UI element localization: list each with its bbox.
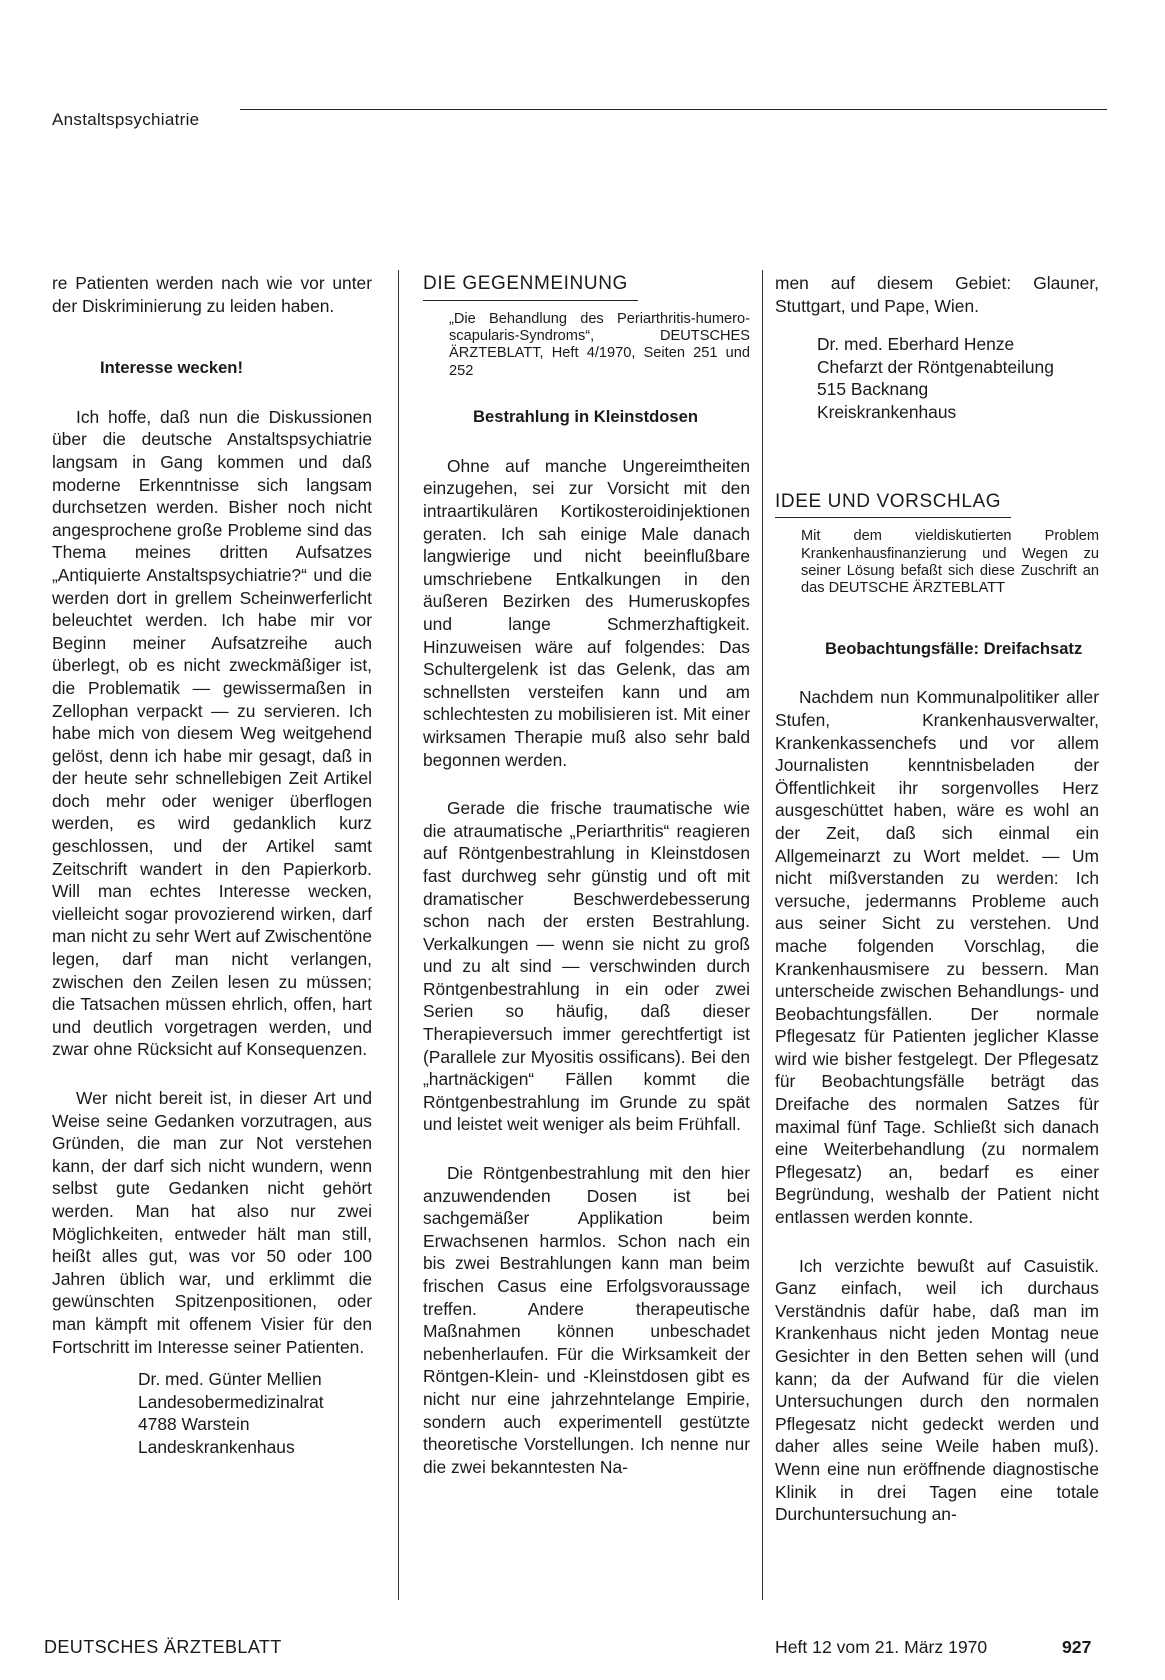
subheading-interesse-wecken: Interesse wecken!	[100, 358, 243, 378]
author-signature	[138, 1368, 372, 1458]
footer-issue: Heft 12 vom 21. März 1970	[775, 1637, 988, 1657]
subheading-beobachtungsfaelle: Beobachtungsfälle: Dreifachsatz	[825, 638, 1083, 658]
section-reference: „Die Behandlung des Periarthritis-humero-scapularis-Syndroms“, DEUTSCHES ÄRZTEBLATT, Heft 4/1970, Seiten 251 und 252	[449, 310, 750, 379]
column-2	[423, 272, 750, 1478]
footer-journal: DEUTSCHES ÄRZTEBLATT	[44, 1637, 282, 1657]
paragraph: Nachdem nun Kommunalpolitiker aller Stufen, Krankenhausverwalter, Krankenkassenchefs und vor allem Journalisten kenntnisbeladen der Öffentlichkeit ihr sorgenvolles Herz ausgeschüttet haben, wäre es wohl an der Zeit, daß sich einmal ein Allgemeinarzt zu Wort meldet. — Um nicht mißverstanden zu werden: Ich versuche, jedermanns Probleme auch aus seiner Sicht zu verstehen. Und mache folgenden Vorschlag, die Krankenhausmisere zu bessern. Man unterscheide zwischen Behandlungs- und Beobachtungsfällen. Der normale Pflegesatz für Patienten jeglicher Klasse wird wie bisher festgelegt. Der Pflegesatz für Beobachtungsfälle beträgt das Dreifache des normalen Satzes für maximal fünf Tage. Schließt sich danach eine Weiterbehandlung (zu normalem Pflegesatz) an, bedarf es einer Begründung, weshalb der Patient nicht entlassen werden konnte.	[775, 687, 1099, 1228]
page-number: 927	[1062, 1637, 1092, 1657]
column-3	[775, 272, 1099, 1526]
column-rule-2	[762, 270, 763, 1600]
signature-line: Landesobermedizinalrat	[138, 1391, 324, 1412]
paragraph-continuation: re Patienten werden nach wie vor unter der Diskriminierung zu leiden haben.	[52, 273, 372, 316]
column-1	[52, 272, 372, 1459]
paragraph: Wer nicht bereit ist, in dieser Art und Weise seine Gedanken vorzutragen, aus Gründen, die man zur Not verstehen kann, der darf sich nicht wundern, wenn selbst gute Gedanken nicht gehört werden. Man hat also nur zwei Möglichkeiten, entweder hält man still, heißt alles gut, was vor 50 oder 100 Jahren üblich war, und erklimmt die gewünschten Spitzenpositionen, oder man kämpft mit offenem Visier für den Fortschritt im Interesse seiner Patienten.	[52, 1088, 372, 1357]
author-signature	[817, 333, 1099, 423]
signature-line: Landeskrankenhaus	[138, 1436, 295, 1457]
signature-line: 4788 Warstein	[138, 1414, 250, 1435]
column-rule-1	[398, 270, 399, 1600]
paragraph-continuation: men auf diesem Gebiet: Glauner, Stuttgart, und Pape, Wien.	[775, 273, 1099, 316]
signature-line: 515 Backnang	[817, 379, 929, 400]
running-head: Anstaltspsychiatrie	[52, 110, 200, 129]
paragraph: Ich verzichte bewußt auf Casuistik. Ganz einfach, weil ich durchaus Verständnis dafür habe, daß man im Krankenhaus nicht jeden Montag neue Gesichter in den Betten sehen will (und kann; da der Aufwand für die vielen Untersuchungen durch den normalen Pflegesatz nicht gedeckt werden und daher alles seine Weile haben muß). Wenn eine nun eröffnende diagnostische Klinik in drei Tagen eine totale Durchuntersuchung an-	[775, 1255, 1099, 1525]
section-intro: Mit dem vieldiskutierten Problem Krankenhausfinanzierung und Wegen zu seiner Lösung befaßt sich diese Zuschrift an das DEUTSCHE ÄRZTEBLATT	[801, 528, 1099, 597]
signature-line: Kreiskrankenhaus	[817, 401, 957, 422]
paragraph: Ich hoffe, daß nun die Diskussionen über die deutsche Anstaltspsychiatrie langsam in Gang kommen und daß moderne Erkenntnisse sich langsam durchsetzen werden. Bisher noch nicht angesprochene große Probleme sind das Thema meines dritten Aufsatzes „Antiquierte Anstaltspsychiatrie?“ und die werden dort in grellem Scheinwerferlicht beleuchtet werden. Ich habe mir vor Beginn meiner Aufsatzreihe auch überlegt, ob es nicht zweckmäßiger ist, die Problematik — gewissermaßen in Zellophan verpackt — zu servieren. Ich habe mich von diesem Weg weitgehend gelöst, denn ich habe mir gesagt, daß in der heute sehr schnellebigen Zeit Artikel doch mehr oder weniger überflogen werden, es wird gedanklich kurz geschlossen, und der Artikel samt Zeitschrift wandert in den Papierkorb. Will man echtes Interesse wecken, vielleicht sogar provozierend wirken, darf man nicht zu sehr Wert auf Zwischentöne legen, darf man nicht verlangen, zwischen den Zeilen lesen zu müssen; die Tatsachen müssen ehrlich, offen, hart und deutlich vorgetragen werden, und zwar ohne Rücksicht auf Konsequenzen.	[52, 406, 372, 1060]
signature-line: Dr. med. Günter Mellien	[138, 1369, 322, 1390]
paragraph: Gerade die frische traumatische wie die atraumatische „Periarthritis“ reagieren auf Röntgenbestrahlung in Kleinstdosen fast durchweg sehr günstig und oft mit dramatischer Beschwerdebesserung schon nach der ersten Bestrahlung. Verkalkungen — wenn sie nicht zu groß und zu alt sind — verschwinden durch Röntgenbestrahlung in ein oder zwei Serien so häufig, daß dieser Therapieversuch immer gerechtfertigt ist (Parallele zur Myositis ossificans). Bei den „hartnäckigen“ Fällen kommt die Röntgenbestrahlung im Grunde zu spät und leistet weit weniger als beim Frühfall.	[423, 798, 750, 1135]
paragraph: Die Röntgenbestrahlung mit den hier anzuwendenden Dosen ist bei sachgemäßer Applikation beim Erwachsenen harmlos. Schon nach ein bis zwei Bestrahlungen kann man beim frischen Casus eine Erfolgsvoraussage treffen. Andere therapeutische Maßnahmen können unbeschadet nebenherlaufen. Für die Wirksamkeit der Röntgen-Klein- und -Kleinstdosen gibt es nicht nur eine jahrzehntelange Empirie, sondern auch experimentell gestützte theoretische Vorstellungen. Ich nenne nur die zwei bekanntesten Na-	[423, 1163, 750, 1477]
paragraph: Ohne auf manche Ungereimtheiten einzugehen, sei zur Vorsicht mit den intraartikulären Kortikosteroidinjektionen geraten. Ich sah einige Male danach langwierige und nicht beeinflußbare umschriebene Entkalkungen in den äußeren Bezirken des Humeruskopfes und lange Schmerzhaftigkeit. Hinzuweisen wäre auf folgendes: Das Schultergelenk ist das Gelenk, das am schnellsten versteifen kann und am schlechtesten zu mobilisieren ist. Mit einer wirksamen Therapie muß also sehr bald begonnen werden.	[423, 455, 750, 770]
signature-line: Dr. med. Eberhard Henze	[817, 334, 1015, 355]
header-rule	[240, 109, 1107, 110]
section-title-gegenmeinung: DIE GEGENMEINUNG	[423, 273, 638, 301]
section-title-idee-und-vorschlag: IDEE UND VORSCHLAG	[775, 491, 1011, 519]
signature-line: Chefarzt der Röntgenabteilung	[817, 356, 1054, 377]
subheading-bestrahlung: Bestrahlung in Kleinstdosen	[473, 407, 698, 427]
